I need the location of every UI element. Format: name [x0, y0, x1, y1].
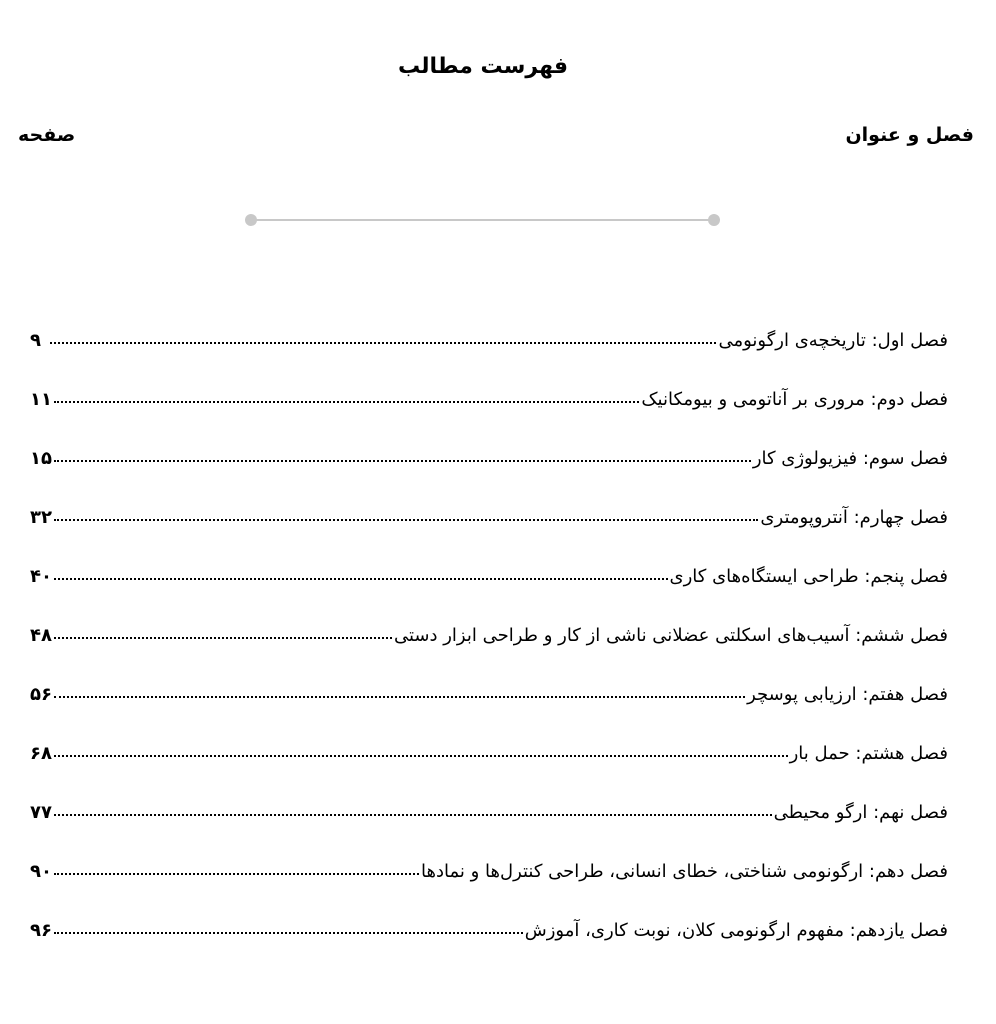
toc-entry-title: فصل پنجم: طراحی ایستگاه‌های کاری: [669, 566, 948, 587]
toc-entry: [30, 330, 948, 389]
toc-entry-title: فصل دهم: ارگونومی شناختی، خطای انسانی، طراحی کنترل‌ها و نمادها: [420, 861, 948, 882]
page-column-header: صفحه: [18, 124, 76, 146]
toc-entry: [30, 684, 948, 743]
dot-leader: [54, 401, 639, 403]
toc-entry: [30, 802, 948, 861]
divider-end-dot: [708, 214, 720, 226]
toc-entry: [30, 507, 948, 566]
toc-entry: [30, 448, 948, 507]
chapter-column-header: فصل و عنوان: [845, 124, 974, 146]
toc-entry-title: فصل سوم: فیزیولوژی کار: [752, 448, 948, 469]
decorative-divider: [245, 214, 720, 226]
divider-end-dot: [245, 214, 257, 226]
toc-entry-title: فصل هشتم: حمل بار: [789, 743, 948, 764]
dot-leader: [54, 460, 751, 462]
toc-entry: [30, 566, 948, 625]
toc-entry-title: فصل نهم: ارگو محیطی: [773, 802, 948, 823]
toc-entry: [30, 743, 948, 802]
toc-entry-title: فصل اول: تاریخچه‌ی ارگونومی: [718, 330, 948, 351]
dot-leader: [54, 637, 392, 639]
table-of-contents: [30, 330, 948, 979]
toc-entry-page: ۹۰: [30, 861, 52, 882]
toc-entry: [30, 625, 948, 684]
toc-entry-page: ۹۶: [30, 920, 52, 941]
dot-leader: [54, 696, 745, 698]
dot-leader: [54, 755, 788, 757]
page-title: فهرست مطالب: [397, 54, 569, 79]
toc-entry-title: فصل یازدهم: مفهوم ارگونومی کلان، نوبت کاری، آموزش: [524, 920, 948, 941]
toc-entry-title: فصل ششم: آسیب‌های اسکلتی عضلانی ناشی از کار و طراحی ابزار دستی: [393, 625, 948, 646]
dot-leader: [54, 578, 668, 580]
toc-entry-page: ۳۲: [30, 507, 52, 528]
dot-leader: [54, 814, 772, 816]
dot-leader: [50, 342, 716, 344]
toc-entry-title: فصل دوم: مروری بر آناتومی و بیومکانیک: [641, 389, 948, 410]
toc-entry-page: ۵۶: [30, 684, 52, 705]
toc-entry-page: ۴۰: [30, 566, 52, 587]
toc-entry-page: ۴۸: [30, 625, 52, 646]
toc-entry-page: ۶۸: [30, 743, 52, 764]
toc-entry-page: ۷۷: [30, 802, 52, 823]
toc-entry-title: فصل هفتم: ارزیابی پوسچر: [747, 684, 948, 705]
toc-entry-page: ۱۱: [30, 389, 52, 410]
toc-entry: [30, 389, 948, 448]
toc-entry-page: ۹: [30, 330, 41, 351]
dot-leader: [54, 932, 523, 934]
toc-entry: [30, 861, 948, 920]
dot-leader: [54, 519, 758, 521]
toc-entry-page: ۱۵: [30, 448, 52, 469]
divider-line: [250, 219, 715, 221]
dot-leader: [54, 873, 419, 875]
toc-entry-title: فصل چهارم: آنتروپومتری: [760, 507, 948, 528]
toc-entry: [30, 920, 948, 979]
